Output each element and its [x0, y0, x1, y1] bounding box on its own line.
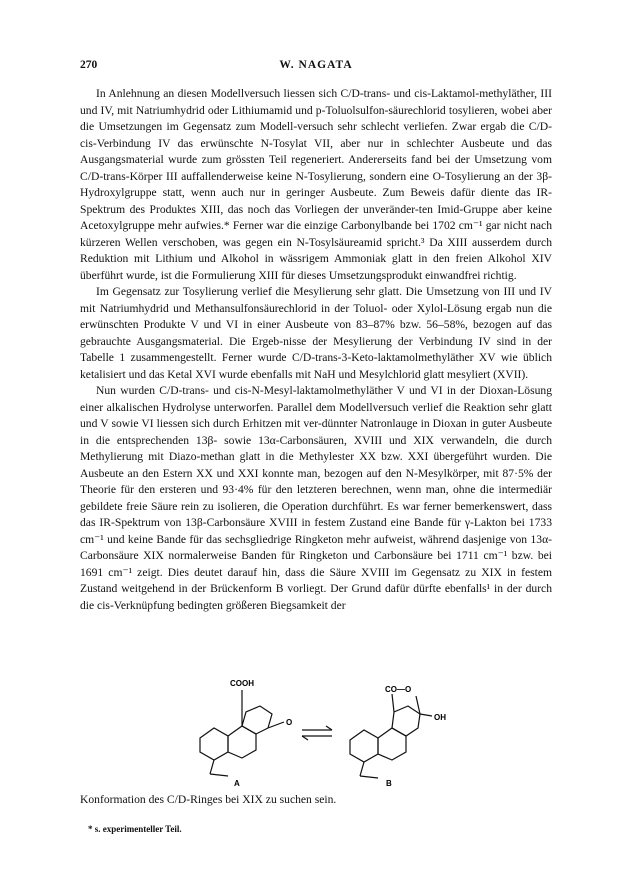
page-header [80, 59, 552, 75]
oh-label: OH [434, 713, 446, 722]
ring-b3 [392, 706, 420, 736]
lactone-label: CO—O [385, 685, 412, 694]
ketone-o-label: O [286, 718, 293, 727]
ring-b2 [378, 728, 406, 760]
page-number: 270 [80, 59, 98, 71]
bridge-b1 [360, 762, 364, 776]
bridge-b2 [360, 776, 378, 778]
ring-b1 [350, 730, 378, 762]
figure-caption: Konformation des C/D-Ringes bei XIX zu suchen sein. [80, 793, 337, 806]
oh-bond [420, 714, 432, 716]
bridge-a1 [210, 760, 214, 774]
footnote: * s. experimenteller Teil. [88, 824, 182, 834]
structure-figure [180, 668, 460, 788]
structure-drawing [180, 668, 460, 788]
ring-a2 [228, 726, 256, 758]
structure-a-label: A [234, 779, 240, 788]
ring-a1 [200, 728, 228, 760]
cooh-label: COOH [230, 679, 254, 688]
structure-b-label: B [386, 779, 392, 788]
paragraph-3: Nun wurden C/D-trans- und cis-N-Mesyl-laktamolmethyläther V und VI in der Dioxan-Lösung einer alkalischen Hydrolyse unterworfen. Parallel dem Modellversuch verlief die Reaktion sehr glatt und V sowie VI liessen sich durch Erhitzen mit ver-dünnter Natronlauge in Dioxan in guter Ausbeute in die entsprechenden 13β- sowie 13α-Carbonsäuren, XVIII und XIX verwandeln, die durch Methylierung mit Diazo-methan glatt in die Methylester XX bzw. XXI übergeführt wurden. Die Ausbeute an den Estern XX und XXI konnte man, bezogen auf den N-Mesylkörper, mit 87·5% der Theorie für den ersteren und 93·4% für den letzteren berechnen, wenn man, ohne die intermediär gebildete freie Säure rein zu isolieren, die Operation durchführt. Es war ferner bemerkenswert, dass das IR-Spektrum von 13β-Carbonsäure XVIII in festem Zustand eine Bande für γ-Lakton bei 1733 cm⁻¹ und keine Bande für das sechsgliedrige Ringketon mehr aufweist, während dasjenige von 13α-Carbonsäure XIX normalerweise Banden für Ringketon und Carbonsäure bei 1711 cm⁻¹ bzw. bei 1691 cm⁻¹ zeigt. Dies deutet darauf hin, dass die Säure XVIII im Gegensatz zu XIX in festem Zustand weitgehend in der Brückenform B vorliegt. Der Grund dafür dürfte ebenfalls¹ in der durch die cis-Verknüpfung bedingten größeren Biegsamkeit der [80, 384, 552, 612]
ketone-bond [268, 722, 284, 728]
body-text [80, 86, 552, 614]
bridge-a2 [210, 774, 228, 776]
ring-a3 [242, 706, 272, 734]
lactone-bond-1 [392, 694, 394, 712]
paragraph-1: In Anlehnung an diesen Modellversuch liessen sich C/D-trans- und cis-Laktamol-methyläther, III und IV, mit Natriumhydrid oder Lithiumamid und p-Toluolsulfon-säurechlorid tosylieren, wobei aber die Umsetzungen im Gegensatz zum Modell-versuch sehr schlecht verliefen. Zwar ergab die C/D-cis-Verbindung IV das erwünschte N-Tosylat VII, aber nur in schlechter Ausbeute und das Ausgangsmaterial wurde zum grössten Teil regeneriert. Andererseits fand bei der Umsetzung vom C/D-trans-Körper III auffallenderweise keine N-Tosylierung, sondern eine O-Tosylierung an der 3β-Hydroxylgruppe statt, wenn auch nur in geringer Ausbeute. Zum Beweis dafür diente das IR-Spektrum des Produktes XIII, das noch das Vorliegen der unveränder-ten Imid-Gruppe aber keine Acetoxylgruppe mehr aufwies.* Ferner war die einzige Carbonylbande bei 1702 cm⁻¹ gar nicht nach kürzeren Wellen verschoben, was gegen ein N-Tosylsäureamid spricht.³ Da XIII ausserdem durch Reduktion mit Lithium und Alkohol in wässrigem Ammoniak glatt in den freien Alkohol XIV überführt wurde, ist die Formulierung XIII für dieses Umsetzungsprodukt einwandfrei richtig. [80, 87, 552, 282]
paragraph-2: Im Gegensatz zur Tosylierung verlief die Mesylierung sehr glatt. Die Umsetzung von III und IV mit Natriumhydrid und Methansulfonsäurechlorid in der Toluol- oder Xylol-Lösung ergab nun die erwünschten Produkte V und VI in einer Ausbeute von 83–87% bzw. 56–58%, bezogen auf das gebrauchte Ausgangsmaterial. Die Ergeb-nisse der Mesylierung der Verbindung IV sind in der Tabelle 1 zusammengestellt. Ferner wurde C/D-trans-3-Keto-laktamolmethyläther XV wie üblich ketalisiert und das Ketal XVI wurde ebenfalls mit NaH und Mesylchlorid glatt mesyliert (XVII). [80, 285, 552, 381]
running-title: W. NAGATA [279, 59, 353, 71]
